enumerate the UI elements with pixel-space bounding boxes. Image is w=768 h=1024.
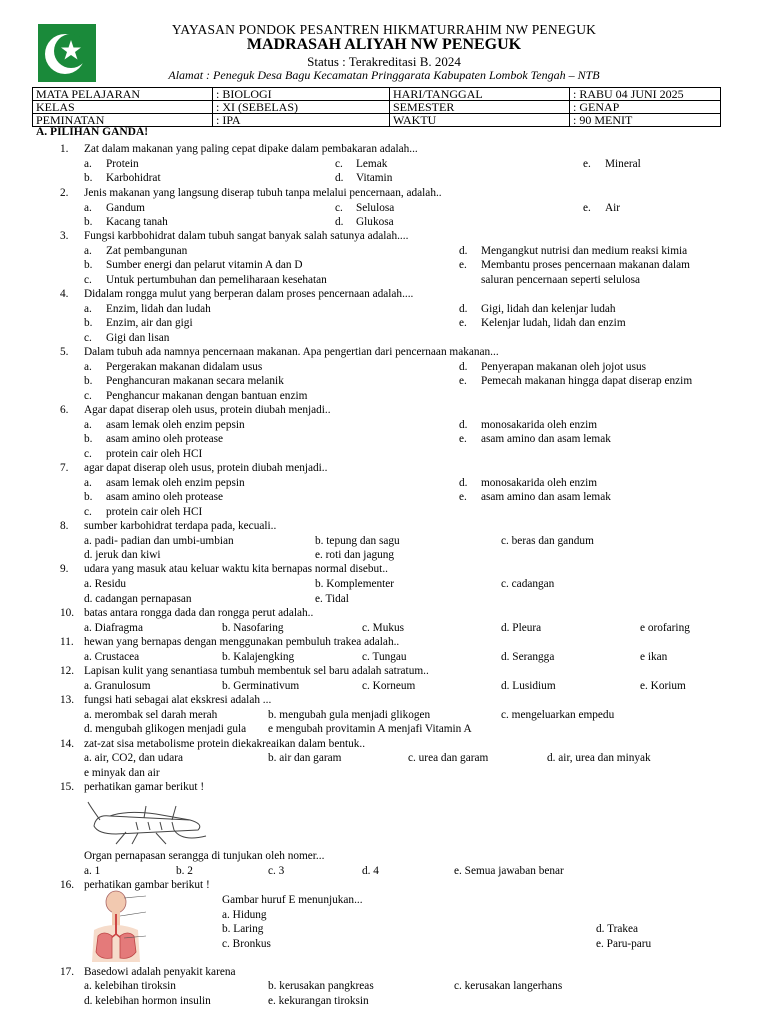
question-number: 6. [60,404,69,416]
info-cell: : XI (SEBELAS) [213,101,390,114]
option-c: c. Bronkus [222,938,271,950]
option-e: e. [459,317,467,329]
option-a: a. [84,158,92,170]
question-text: Agar dapat diserap oleh usus, protein diubah menjadi.. [84,404,331,416]
option-d-text: Vitamin [356,172,393,184]
option-e: e mengubah provitamin A menjafi Vitamin A [268,723,472,735]
question-text: agar dapat diserap oleh usus, protein diubah menjadi.. [84,462,328,474]
option-a-text: asam lemak oleh enzim pepsin [106,477,245,489]
option-a: a. air, CO2, dan udara [84,752,183,764]
question-number: 13. [60,694,75,706]
question-number: 10. [60,607,75,619]
option-d: d. [459,303,468,315]
option-e-text: Air [605,202,621,214]
question-number: 3. [60,230,69,242]
option-e: e. Korium [640,680,686,692]
option-b: b. Laring [222,923,264,935]
option-b: b. Kalajengking [222,651,295,663]
option-d: d. [335,216,344,228]
school-name: MADRASAH ALIYAH NW PENEGUK [246,36,522,53]
option-b: b. mengubah gula menjadi glikogen [268,709,431,721]
option-c: c. Korneum [362,680,416,692]
option-a: a. merombak sel darah merah [84,709,218,721]
option-d-text: monosakarida oleh enzim [481,419,598,431]
question-text: sumber karbohidrat terdapa pada, kecuali.. [84,520,277,532]
option-b: b. 2 [176,865,193,877]
option-d: d. Serangga [501,651,555,663]
option-a-text: Pergerakan makanan didalam usus [106,361,263,373]
question-number: 12. [60,665,75,677]
option-e: e orofaring [640,622,690,634]
option-d: d. [459,419,468,431]
accreditation-status: Status : Terakreditasi B. 2024 [307,54,461,69]
option-c: c. [84,390,92,402]
option-d: d. cadangan pernapasan [84,593,192,605]
foundation-name: YAYASAN PONDOK PESANTREN HIKMATURRAHIM NW PENEGUK [171,22,597,37]
option-d: d. 4 [362,865,379,877]
option-c: c. [84,506,92,518]
option-c: c. Tungau [362,651,407,663]
option-e: e. [583,202,591,214]
respiratory-system-diagram-icon [84,890,154,962]
option-c: c. [335,202,343,214]
option-c-text: Gigi dan lisan [106,332,170,344]
option-c-text: Untuk pertumbuhan dan pemeliharaan kesehatan [106,274,327,286]
option-e: e. Semua jawaban benar [454,865,564,877]
option-a: a. Crustacea [84,651,140,663]
option-e-text: Mineral [605,158,641,170]
option-a-text: Zat pembangunan [106,245,188,257]
option-b: b. [84,172,93,184]
question-text: fungsi hati sebagai alat ekskresi adalah ... [84,694,272,706]
question-text: udara yang masuk atau keluar waktu kita bernapas normal disebut.. [84,563,388,575]
option-a: a. 1 [84,865,101,877]
question-text: zat-zat sisa metabolisme protein diekakreaikan dalam bentuk.. [84,738,366,750]
question-number: 16. [60,879,75,891]
option-b-text: Penghancuran makanan secara melanik [106,375,284,387]
info-cell: HARI/TANGGAL [390,88,570,101]
option-d: d. [459,477,468,489]
option-c: c. urea dan garam [408,752,489,764]
option-c: c. Mukus [362,622,405,634]
option-b: b. tepung dan sagu [315,535,400,547]
option-c: c. [84,448,92,460]
question-number: 17. [60,966,75,978]
option-c-text: Penghancur makanan dengan bantuan enzim [106,390,308,402]
question-subtext: Gambar huruf E menunjukan... [222,894,363,906]
info-cell: SEMESTER [390,101,570,114]
option-c: c. [84,274,92,286]
option-a-text: asam lemak oleh enzim pepsin [106,419,245,431]
info-cell: : 90 MENIT [570,114,721,127]
option-e-text: asam amino dan asam lemak [481,491,611,503]
option-a-text: Enzim, lidah dan ludah [106,303,211,315]
option-a: a. Granulosum [84,680,151,692]
question-number: 15. [60,781,75,793]
question-number: 14. [60,738,75,750]
option-b-text: Enzim, air dan gigi [106,317,193,329]
option-b: b. [84,491,93,503]
option-c: c. kerusakan langerhans [454,980,563,992]
option-a-text: Gandum [106,202,145,214]
question-number: 9. [60,563,69,575]
option-d: d. [335,172,344,184]
question-number: 2. [60,187,69,199]
question-number: 7. [60,462,69,474]
option-c: c. [84,332,92,344]
option-b: b. Nasofaring [222,622,284,634]
info-row [33,88,721,101]
option-c-text: Lemak [356,158,388,170]
info-row [33,101,721,114]
option-e: e. roti dan jagung [315,549,395,561]
option-e: e. [459,375,467,387]
option-c: c. cadangan [501,578,555,590]
option-e: e. [583,158,591,170]
option-e-text: Membantu proses pencernaan makanan dalam [481,259,690,271]
option-a: a. kelebihan tiroksin [84,980,176,992]
question-text: hewan yang bernapas dengan menggunakan pembuluh trakea adalah.. [84,636,400,648]
option-d: d. jeruk dan kiwi [84,549,161,561]
info-cell: KELAS [33,101,213,114]
option-a: a. [84,245,92,257]
info-cell: : GENAP [570,101,721,114]
option-e: e. Tidal [315,593,349,605]
info-cell: : IPA [213,114,390,127]
option-a: a. Residu [84,578,127,590]
option-e-text: asam amino dan asam lemak [481,433,611,445]
option-b: b. [84,375,93,387]
question-number: 8. [60,520,69,532]
option-e: e. kekurangan tiroksin [268,995,369,1007]
info-cell: : BIOLOGI [213,88,390,101]
question-text: Didalam rongga mulut yang berperan dalam proses pencernaan adalah.... [84,288,414,300]
info-cell: PEMINATAN [33,114,213,127]
option-b-text: Kacang tanah [106,216,168,228]
option-b-text: asam amino oleh protease [106,491,224,503]
grasshopper-diagram-icon [86,800,216,846]
question-number: 1. [60,143,69,155]
info-row [33,114,721,127]
option-d-text: Mengangkut nutrisi dan medium reaksi kimia [481,245,688,257]
question-text: Fungsi karbbohidrat dalam tubuh sangat banyak salah satunya adalah.... [84,230,409,242]
school-header [0,0,768,86]
question-text: Basedowi adalah penyakit karena [84,966,236,978]
option-b-text: Karbohidrat [106,172,161,184]
exam-info-table [32,87,721,127]
option-b: b. [84,216,93,228]
option-e: e. [459,491,467,503]
option-d: d. [459,245,468,257]
question-text: Jenis makanan yang langsung diserap tubuh tanpa melalui pencernaan, adalah.. [84,187,442,199]
option-a: a. padi- padian dan umbi-umbian [84,535,234,547]
option-c-text: protein cair oleh HCI [106,506,203,518]
option-a: a. Diafragma [84,622,143,634]
option-c-text: Selulosa [356,202,395,214]
option-e-text: saluran pencernaan seperti selulosa [481,274,641,286]
option-a: a. Hidung [222,909,267,921]
option-d: d. mengubah glikogen menjadi gula [84,723,247,735]
option-b: b. [84,433,93,445]
question-text: perhatikan gambar berikut ! [84,879,210,891]
question-text: Zat dalam makanan yang paling cepat dipake dalam pembakaran adalah... [84,143,418,155]
option-a-text: Protein [106,158,139,170]
option-b: b. [84,317,93,329]
option-c: c. [335,158,343,170]
option-b-text: Sumber energi dan pelarut vitamin A dan D [106,259,303,271]
option-b: b. [84,259,93,271]
option-e: e. [459,433,467,445]
school-address: Alamat : Peneguk Desa Bagu Kecamatan Pringgarata Kabupaten Lombok Tengah – NTB [168,68,600,82]
option-a: a. [84,361,92,373]
info-cell: : RABU 04 JUNI 2025 [570,88,721,101]
option-d-text: Gigi, lidah dan kelenjar ludah [481,303,616,315]
question-subtext: Organ pernapasan serangga di tunjukan oleh nomer... [84,850,325,862]
option-a: a. [84,303,92,315]
option-d: d. Pleura [501,622,542,634]
option-d: d. [459,361,468,373]
option-d: d. Trakea [596,923,639,935]
option-d: d. kelebihan hormon insulin [84,995,211,1007]
question-text: Dalam tubuh ada namnya pencernaan makanan. Apa pengertian dari pencernaan makanan... [84,346,499,358]
option-c: c. beras dan gandum [501,535,594,547]
question-text: batas antara rongga dada dan rongga perut adalah.. [84,607,314,619]
option-a: a. [84,477,92,489]
option-c: c. 3 [268,865,285,877]
option-d: d. Lusidium [501,680,556,692]
option-e: e. [459,259,467,271]
option-a: a. [84,202,92,214]
question-number: 11. [60,636,74,648]
option-e: e minyak dan air [84,767,160,779]
option-a: a. [84,419,92,431]
option-b: b. Germinativum [222,680,300,692]
option-b: b. kerusakan pangkreas [268,980,374,992]
option-d-text: monosakarida oleh enzim [481,477,598,489]
option-b-text: asam amino oleh protease [106,433,224,445]
option-e-text: Pemecah makanan hingga dapat diserap enzim [481,375,693,387]
question-number: 4. [60,288,69,300]
question-text: Lapisan kulit yang senantiasa tumbuh membentuk sel baru adalah satratum.. [84,665,429,677]
section-title: A. PILIHAN GANDA! [36,126,149,138]
option-b: b. Komplementer [315,578,395,590]
option-b: b. air dan garam [268,752,342,764]
info-cell: WAKTU [390,114,570,127]
option-d-text: Glukosa [356,216,394,228]
option-d-text: Penyerapan makanan oleh jojot usus [481,361,647,373]
question-text: perhatikan gamar berikut ! [84,781,205,793]
question-number: 5. [60,346,69,358]
option-d: d. air, urea dan minyak [547,752,651,764]
option-e: e ikan [640,651,668,663]
info-cell: MATA PELAJARAN [33,88,213,101]
option-e: e. Paru-paru [596,938,652,950]
option-c: c. mengeluarkan empedu [501,709,615,721]
option-e-text: Kelenjar ludah, lidah dan enzim [481,317,626,329]
option-c-text: protein cair oleh HCI [106,448,203,460]
